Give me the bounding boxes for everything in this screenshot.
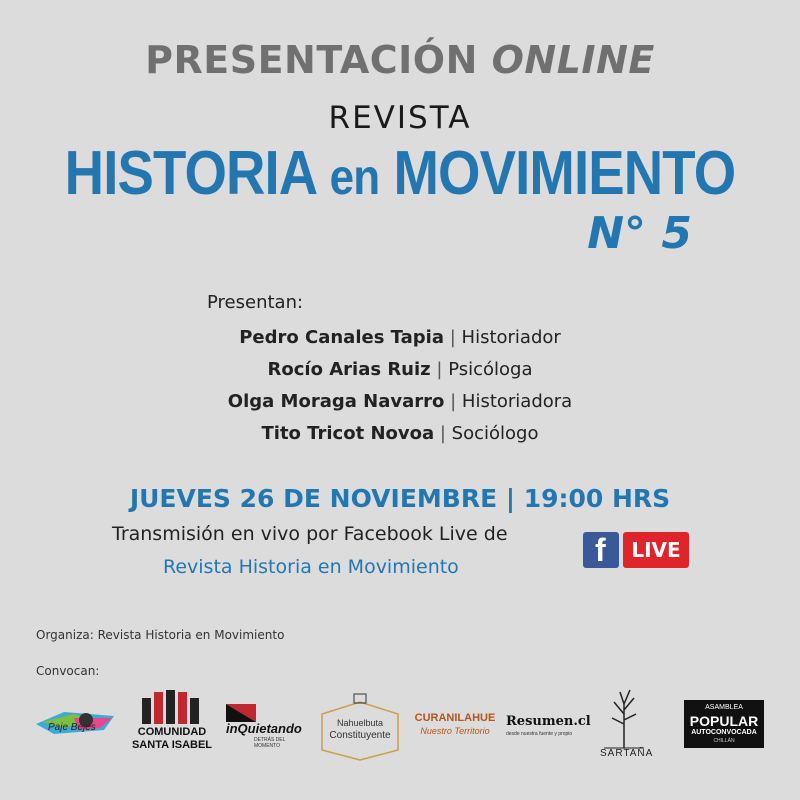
separator: | (436, 359, 443, 380)
headline-presentacion (0, 38, 800, 82)
flag-icon (226, 704, 256, 722)
presenter-row (0, 423, 800, 444)
separator: | (439, 423, 446, 444)
presenter-role: Historiadora (461, 391, 573, 412)
logo-text: COMUNIDAD (137, 726, 207, 738)
logo-text: SANTA ISABEL (131, 739, 213, 751)
presenter-name: Pedro Canales Tapia (239, 327, 444, 348)
logo-text: desde nuestra fuente y propio (506, 731, 573, 737)
presentan-label: Presentan: (207, 292, 304, 313)
logo-text: POPULAR (689, 713, 759, 729)
logo-nahuelbuta-constituyente (318, 692, 402, 762)
logo-text: inQuietando (226, 721, 302, 736)
headline-revista: REVISTA (328, 100, 472, 136)
presenter-row (0, 359, 800, 380)
logo-text: AUTOCONVOCADA (691, 729, 757, 736)
title-historia: HISTORIA (64, 139, 316, 208)
logo-resumen (506, 714, 592, 740)
logo-text: ASAMBLEA (705, 704, 743, 711)
presenter-role: Psicóloga (448, 359, 533, 380)
raised-fists-icon (130, 688, 214, 728)
separator: | (450, 391, 457, 412)
live-badge[interactable]: LIVE (623, 532, 689, 568)
headline-word: PRESENTACIÓN (145, 38, 478, 82)
presenter-name: Rocío Arias Ruiz (267, 359, 431, 380)
logo-text: SARTAÑA (600, 748, 654, 759)
logo-text: Nuestro Territorio (420, 726, 490, 736)
transmission-text: Transmisión en vivo por Facebook Live de (112, 523, 508, 545)
logo-asamblea-popular (684, 700, 764, 748)
facebook-icon[interactable] (583, 532, 619, 568)
issue-number: N° 5 (587, 208, 692, 259)
logo-comunidad-santa-isabel (130, 688, 214, 760)
logo-sartana (600, 684, 654, 764)
logo-text: Paje Bejes (48, 722, 96, 733)
presenter-role: Sociólogo (451, 423, 539, 444)
presenter-row (0, 391, 800, 412)
separator: | (449, 327, 456, 348)
logo-text: Nahuelbuta (336, 718, 384, 728)
title-movimiento: MOVIMIENTO (393, 139, 736, 208)
logo-text: DETRÁS DEL MOMENTO (254, 737, 286, 749)
event-date-time: JUEVES 26 DE NOVIEMBRE | 19:00 HRS (129, 484, 671, 513)
headline-online: ONLINE (491, 38, 655, 82)
logo-curanilahue (410, 712, 500, 742)
logo-text: Resumen.cl (506, 714, 591, 729)
magazine-title (48, 138, 752, 209)
presenter-name: Olga Moraga Navarro (227, 391, 445, 412)
organiza-text: Organiza: Revista Historia en Movimiento (36, 628, 285, 642)
logo-text: CHILLÁN (713, 738, 735, 744)
logo-paje-bejes (34, 708, 116, 736)
presenter-row (0, 327, 800, 348)
logo-inquietando (224, 704, 308, 749)
presenter-role: Historiador (461, 327, 561, 348)
logo-text: CURANILAHUE (414, 712, 496, 724)
presenter-name: Tito Tricot Novoa (261, 423, 435, 444)
title-en: en (329, 149, 380, 205)
logo-text: Constituyente (329, 730, 391, 741)
convocan-label: Convocan: (36, 664, 100, 678)
channel-link[interactable]: Revista Historia en Movimiento (163, 556, 459, 578)
facebook-letter: f (595, 532, 606, 568)
tree-icon (600, 684, 648, 750)
